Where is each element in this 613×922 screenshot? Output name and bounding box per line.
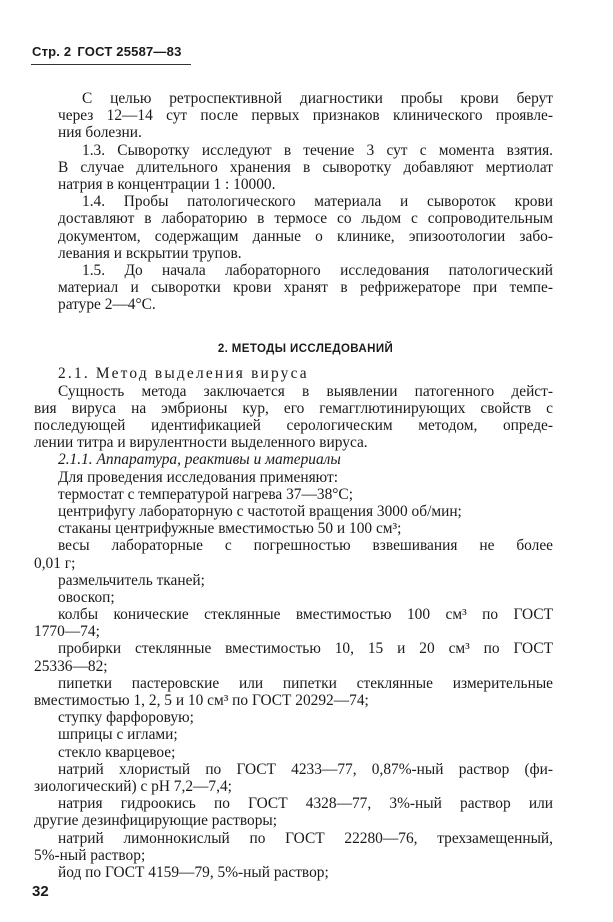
text-line: колбы конические стеклянные вместимостью 100 см³ по ГОСТ	[58, 606, 553, 624]
text-line: ния болезни.	[58, 124, 142, 142]
text-line: шприцы с иглами;	[58, 726, 178, 744]
text-line: овоскоп;	[58, 588, 115, 606]
body-text	[34, 90, 553, 881]
text-line: 25336—82;	[34, 657, 108, 675]
text-line: доставляют в лабораторию в термосе со льдом с сопроводительным	[58, 210, 553, 228]
text-line: йод по ГОСТ 4159—79, 5%-ный раствор;	[58, 863, 329, 881]
text-line: другие дезинфицирующие растворы;	[34, 812, 278, 830]
text-line: С целью ретроспективной диагностики пробы крови берут	[82, 90, 553, 107]
text-line: термостат с температурой нагрева 37—38°С;	[58, 485, 353, 503]
text-line: 1770—74;	[34, 623, 100, 641]
text-line: центрифугу лабораторную с частотой вращения 3000 об/мин;	[58, 502, 462, 520]
text-line: натрия гидроокись по ГОСТ 4328—77, 3%-ный раствор или	[58, 795, 553, 813]
text-line: В случае длительного хранения в сыворотку добавляют мертиолат	[58, 158, 553, 176]
section-1-paragraphs	[58, 90, 553, 313]
text-line: 0,01 г;	[34, 554, 76, 572]
text-line: размельчитель тканей;	[58, 571, 205, 589]
text-line: через 12—14 сут после первых признаков клинического проявле-	[58, 107, 553, 125]
text-line: Сущность метода заключается в выявлении патогенного дейст-	[58, 382, 553, 400]
text-line: 5%-ный раствор;	[34, 846, 146, 864]
text-line: весы лабораторные с погрешностью взвешивания не более	[58, 537, 553, 555]
text-line: левания и вскрытии трупов.	[58, 244, 242, 262]
header-page-label: Стр. 2	[32, 44, 72, 59]
text-line: 1.4. Пробы патологического материала и сывороток крови	[82, 193, 553, 211]
text-line: Для проведения исследования применяют:	[58, 468, 338, 486]
text-line: натрий лимоннокислый по ГОСТ 22280—76, трехзамещенный,	[58, 829, 553, 847]
text-line: вместимостью 1, 2, 5 и 10 см³ по ГОСТ 20292—74;	[34, 692, 369, 709]
text-line: пипетки пастеровские или пипетки стеклянные измерительные	[58, 674, 553, 692]
text-line: стекло кварцевое;	[58, 743, 176, 761]
text-line: лении титра и вирулентности выделенного вируса.	[34, 434, 368, 452]
text-line: натрия в концентрации 1 : 10000.	[58, 175, 276, 193]
section-2-paragraphs	[34, 365, 553, 881]
text-line: материал и сыворотки крови хранят в рефрижераторе при темпе-	[58, 279, 553, 297]
header-rule	[31, 64, 191, 65]
page-header	[32, 44, 182, 59]
page-number: 32	[32, 883, 49, 900]
text-line: стаканы центрифужные вместимостью 50 и 100 см³;	[58, 520, 402, 538]
text-line: 1.3. Сыворотку исследуют в течение 3 сут с момента взятия.	[82, 141, 553, 159]
text-line: 2.1. Метод выделения вируса	[58, 365, 309, 383]
text-line: документом, содержащим данные о клинике, эпизоотологии забо-	[58, 227, 553, 245]
text-line: натрий хлористый по ГОСТ 4233—77, 0,87%-ный раствор (фи-	[58, 760, 553, 778]
text-line: зиологический) с рН 7,2—7,4;	[34, 777, 232, 795]
text-line: вия вируса на эмбрионы кур, его гемагглютинирующих свойств с	[34, 399, 553, 417]
text-line: пробирки стеклянные вместимостью 10, 15 и 20 см³ по ГОСТ	[58, 640, 553, 658]
text-line: ступку фарфоровую;	[58, 709, 194, 727]
text-line: последующей идентификацией серологическим методом, опреде-	[34, 417, 553, 434]
text-line: ратуре 2—4°С.	[58, 296, 156, 314]
section-title: 2. МЕТОДЫ ИССЛЕДОВАНИЙ	[217, 343, 394, 356]
text-line: 2.1.1. Аппаратура, реактивы и материалы	[58, 451, 341, 469]
text-line: 1.5. До начала лабораторного исследования патологический	[82, 261, 553, 279]
header-gost-number: ГОСТ 25587—83	[77, 44, 182, 59]
